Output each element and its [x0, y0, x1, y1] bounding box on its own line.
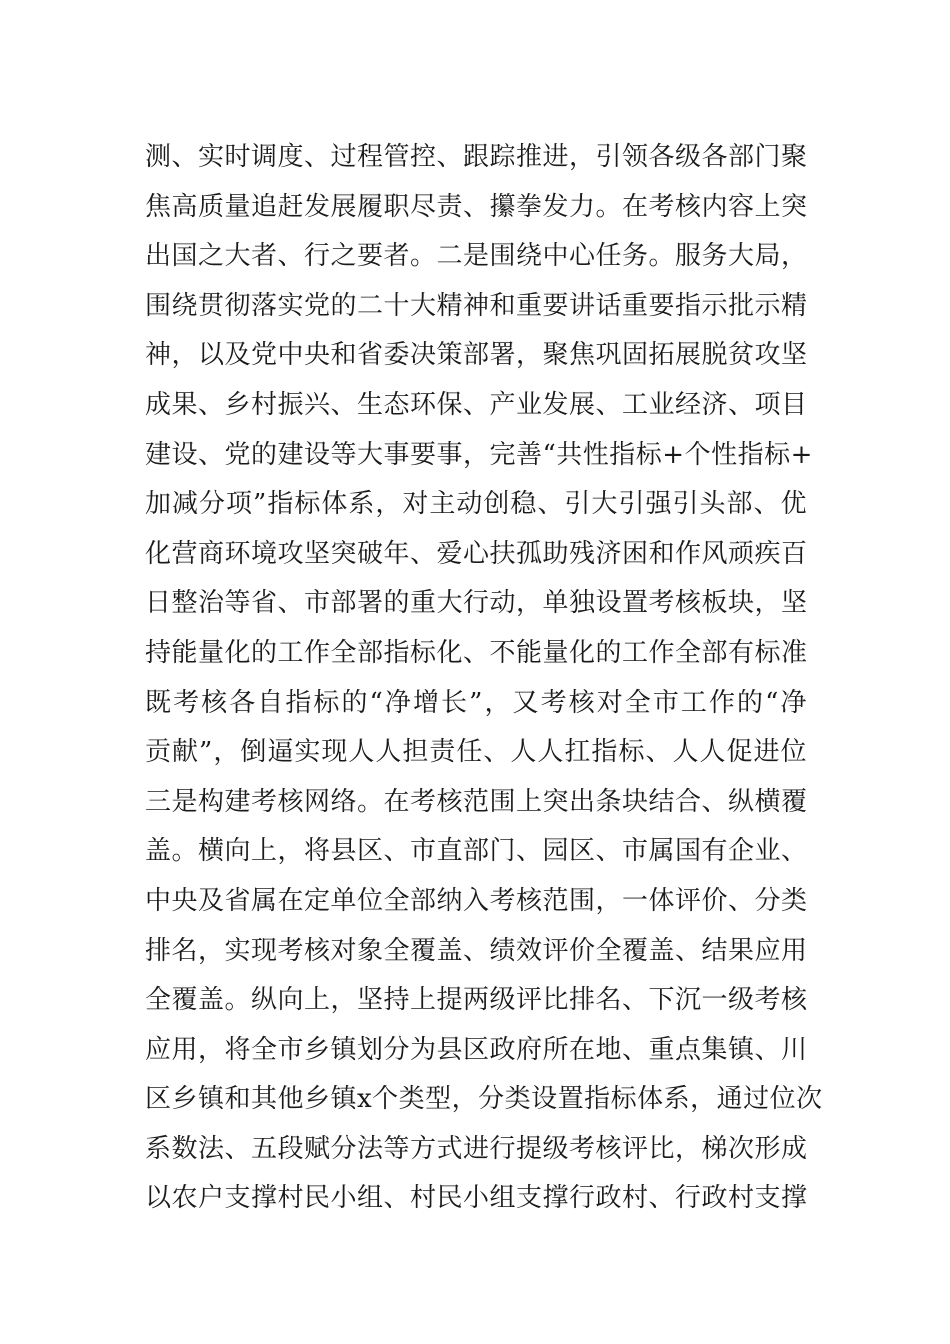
- text-line: 中央及省属在定单位全部纳入考核范围，一体评价、分类: [145, 885, 808, 916]
- text-line: 成果、乡村振兴、生态环保、产业发展、工业经济、项目: [145, 389, 808, 420]
- text-line: 三是构建考核网络。在考核范围上突出条块结合、纵横覆: [145, 786, 808, 817]
- text-line: 建设、党的建设等大事要事，完善“共性指标+个性指标+: [145, 439, 813, 470]
- text-line: 盖。横向上，将县区、市直部门、园区、市属国有企业、: [145, 836, 808, 867]
- text-line: 化营商环境攻坚突破年、爱心扶孤助残济困和作风顽疾百: [145, 538, 808, 569]
- text-line: 加减分项”指标体系，对主动创稳、引大引强引头部、优: [145, 489, 807, 520]
- text-line: 出国之大者、行之要者。二是围绕中心任务。服务大局，: [145, 241, 808, 272]
- text-line: 围绕贯彻落实党的二十大精神和重要讲话重要指示批示精: [145, 290, 808, 321]
- text-line: 区乡镇和其他乡镇x个类型，分类设置指标体系，通过位次: [145, 1084, 823, 1115]
- text-line: 日整治等省、市部署的重大行动，单独设置考核板块，坚: [145, 588, 808, 619]
- text-line: 系数法、五段赋分法等方式进行提级考核评比，梯次形成: [145, 1133, 808, 1164]
- text-line: 焦高质量追赶发展履职尽责、攥拳发力。在考核内容上突: [145, 191, 808, 222]
- text-line: 既考核各自指标的“净增长”，又考核对全市工作的“净: [145, 687, 807, 718]
- text-line: 测、实时调度、过程管控、跟踪推进，引领各级各部门聚: [145, 142, 808, 172]
- text-line: 神，以及党中央和省委决策部署，聚焦巩固拓展脱贫攻坚: [145, 340, 808, 371]
- text-line: 应用，将全市乡镇划分为县区政府所在地、重点集镇、川: [145, 1034, 808, 1065]
- text-line: 以农户支撑村民小组、村民小组支撑行政村、行政村支撑: [145, 1183, 808, 1214]
- text-line: 排名，实现考核对象全覆盖、绩效评价全覆盖、结果应用: [145, 935, 808, 966]
- text-line: 贡献”，倒逼实现人人担责任、人人扛指标、人人促进位: [145, 737, 807, 768]
- text-line: 全覆盖。纵向上，坚持上提两级评比排名、下沉一级考核: [145, 985, 808, 1016]
- text-line: 持能量化的工作全部指标化、不能量化的工作全部有标准: [145, 637, 808, 668]
- body-text: [145, 133, 823, 1224]
